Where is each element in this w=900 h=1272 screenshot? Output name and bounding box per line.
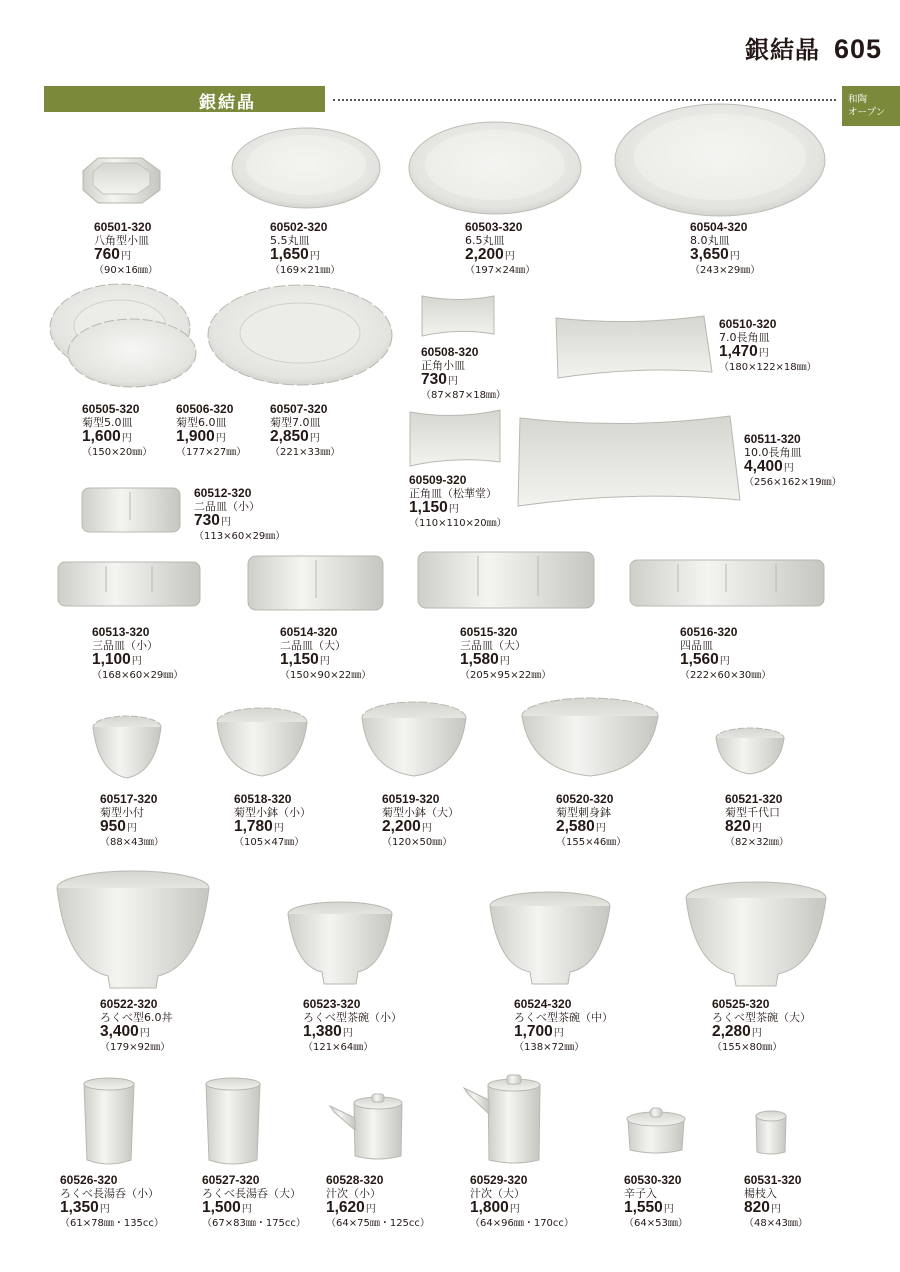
product-caption bbox=[712, 998, 811, 1054]
product-name: 8.0丸皿 bbox=[690, 234, 730, 247]
product-size: （120×50㎜） bbox=[382, 837, 453, 848]
product-caption bbox=[176, 403, 246, 459]
product-image-60509 bbox=[410, 410, 500, 466]
product-code: 60502-320 bbox=[270, 220, 328, 234]
product-caption bbox=[744, 433, 842, 489]
yen-mark: 円 bbox=[504, 251, 515, 262]
product-size: （64×75㎜・125cc） bbox=[326, 1218, 430, 1229]
product-image-60517 bbox=[93, 716, 161, 778]
product-name: 菊型7.0皿 bbox=[270, 416, 321, 429]
yen-mark: 円 bbox=[553, 1028, 564, 1039]
yen-mark: 円 bbox=[273, 823, 284, 834]
product-price bbox=[409, 500, 507, 518]
product-image-60516 bbox=[630, 560, 824, 606]
product-size: （168×60×29㎜） bbox=[92, 670, 184, 681]
product-name: 楊枝入 bbox=[744, 1187, 777, 1200]
yen-mark: 円 bbox=[120, 251, 131, 262]
product-name: 菊型刺身鉢 bbox=[556, 806, 611, 819]
product-code: 60516-320 bbox=[680, 625, 738, 639]
product-price bbox=[234, 819, 311, 837]
product-code: 60524-320 bbox=[514, 997, 572, 1011]
product-name: 汁次（大） bbox=[470, 1187, 525, 1200]
yen-mark: 円 bbox=[595, 823, 606, 834]
product-price bbox=[680, 652, 771, 670]
product-price bbox=[725, 819, 789, 837]
product-size: （48×43㎜） bbox=[744, 1218, 808, 1229]
product-size: （121×64㎜） bbox=[303, 1042, 374, 1053]
product-price bbox=[270, 247, 340, 265]
price-value: 2,200 bbox=[382, 818, 421, 835]
price-value: 4,400 bbox=[744, 458, 783, 475]
product-image-60524 bbox=[490, 892, 610, 984]
product-caption bbox=[556, 793, 626, 849]
product-caption bbox=[303, 998, 402, 1054]
product-size: （205×95×22㎜） bbox=[460, 670, 552, 681]
page-number: 605 bbox=[834, 34, 883, 64]
product-price bbox=[94, 247, 158, 265]
yen-mark: 円 bbox=[241, 1204, 252, 1215]
product-size: （177×27㎜） bbox=[176, 447, 247, 458]
product-caption bbox=[234, 793, 311, 849]
yen-mark: 円 bbox=[770, 1204, 781, 1215]
product-price bbox=[690, 247, 760, 265]
product-code: 60521-320 bbox=[725, 792, 783, 806]
product-size: （150×90×22㎜） bbox=[280, 670, 372, 681]
product-caption bbox=[514, 998, 613, 1054]
yen-mark: 円 bbox=[126, 823, 137, 834]
product-price bbox=[460, 652, 551, 670]
product-name: 二品皿（大） bbox=[280, 639, 346, 652]
price-value: 2,580 bbox=[556, 818, 595, 835]
product-image-60501 bbox=[83, 158, 160, 203]
product-image-60508 bbox=[422, 296, 494, 336]
yen-mark: 円 bbox=[309, 251, 320, 262]
product-caption bbox=[409, 474, 507, 530]
yen-mark: 円 bbox=[509, 1204, 520, 1215]
product-image-60529 bbox=[464, 1075, 540, 1163]
price-value: 3,650 bbox=[690, 246, 729, 263]
price-value: 2,850 bbox=[270, 428, 309, 445]
price-value: 1,100 bbox=[92, 651, 131, 668]
product-price bbox=[326, 1200, 430, 1218]
product-name: 菊型小付 bbox=[100, 806, 144, 819]
product-price bbox=[624, 1200, 688, 1218]
product-price bbox=[202, 1200, 306, 1218]
yen-mark: 円 bbox=[139, 1028, 150, 1039]
product-caption bbox=[270, 403, 340, 459]
price-value: 2,280 bbox=[712, 1023, 751, 1040]
price-value: 760 bbox=[94, 246, 120, 263]
price-value: 1,650 bbox=[270, 246, 309, 263]
product-caption bbox=[194, 487, 285, 543]
price-value: 1,470 bbox=[719, 343, 758, 360]
price-value: 1,620 bbox=[326, 1199, 365, 1216]
product-price bbox=[470, 1200, 574, 1218]
side-tab-line1: 和陶 bbox=[848, 94, 868, 105]
product-image-60527 bbox=[206, 1078, 260, 1164]
yen-mark: 円 bbox=[499, 656, 510, 667]
product-price bbox=[382, 819, 459, 837]
price-value: 820 bbox=[744, 1199, 770, 1216]
product-code: 60501-320 bbox=[94, 220, 152, 234]
product-caption bbox=[680, 626, 771, 682]
yen-mark: 円 bbox=[729, 251, 740, 262]
yen-mark: 円 bbox=[215, 433, 226, 444]
product-size: （150×20㎜） bbox=[82, 447, 153, 458]
yen-mark: 円 bbox=[783, 463, 794, 474]
product-name: 八角型小皿 bbox=[94, 234, 149, 247]
product-caption bbox=[725, 793, 789, 849]
product-size: （110×110×20㎜） bbox=[409, 518, 507, 529]
product-caption bbox=[421, 346, 506, 402]
product-price bbox=[421, 372, 506, 390]
product-image-60510 bbox=[556, 316, 712, 378]
product-code: 60518-320 bbox=[234, 792, 292, 806]
price-value: 1,350 bbox=[60, 1199, 99, 1216]
product-size: （155×46㎜） bbox=[556, 837, 627, 848]
product-name: ろくべ長湯呑（小） bbox=[60, 1187, 159, 1200]
yen-mark: 円 bbox=[447, 376, 458, 387]
product-size: （155×80㎜） bbox=[712, 1042, 783, 1053]
product-code: 60517-320 bbox=[100, 792, 158, 806]
product-size: （87×87×18㎜） bbox=[421, 390, 506, 401]
product-code: 60522-320 bbox=[100, 997, 158, 1011]
product-name: 辛子入 bbox=[624, 1187, 657, 1200]
yen-mark: 円 bbox=[365, 1204, 376, 1215]
product-price bbox=[100, 819, 164, 837]
price-value: 1,150 bbox=[280, 651, 319, 668]
product-code: 60504-320 bbox=[690, 220, 748, 234]
price-value: 820 bbox=[725, 818, 751, 835]
product-caption bbox=[92, 626, 183, 682]
price-value: 3,400 bbox=[100, 1023, 139, 1040]
product-code: 60531-320 bbox=[744, 1173, 802, 1187]
yen-mark: 円 bbox=[319, 656, 330, 667]
product-code: 60510-320 bbox=[719, 317, 777, 331]
product-size: （67×83㎜・175cc） bbox=[202, 1218, 306, 1229]
product-name: 菊型5.0皿 bbox=[82, 416, 133, 429]
product-caption bbox=[690, 221, 760, 277]
yen-mark: 円 bbox=[99, 1204, 110, 1215]
product-name: 三品皿（小） bbox=[92, 639, 158, 652]
product-name: 5.5丸皿 bbox=[270, 234, 310, 247]
product-name: ろくべ型茶碗（大） bbox=[712, 1011, 811, 1024]
price-value: 1,700 bbox=[514, 1023, 553, 1040]
price-value: 1,800 bbox=[470, 1199, 509, 1216]
product-size: （169×21㎜） bbox=[270, 265, 341, 276]
product-name: 菊型小鉢（大） bbox=[382, 806, 459, 819]
product-size: （64×96㎜・170cc） bbox=[470, 1218, 574, 1229]
product-name: 菊型千代口 bbox=[725, 806, 780, 819]
product-name: 正角小皿 bbox=[421, 359, 465, 372]
product-code: 60527-320 bbox=[202, 1173, 260, 1187]
product-caption bbox=[470, 1174, 574, 1230]
product-caption bbox=[60, 1174, 164, 1230]
product-name: 汁次（小） bbox=[326, 1187, 381, 1200]
product-code: 60529-320 bbox=[470, 1173, 528, 1187]
product-size: （197×24㎜） bbox=[465, 265, 536, 276]
product-size: （82×32㎜） bbox=[725, 837, 789, 848]
yen-mark: 円 bbox=[719, 656, 730, 667]
product-price bbox=[744, 1200, 808, 1218]
product-name: ろくべ型茶碗（中） bbox=[514, 1011, 613, 1024]
price-value: 2,200 bbox=[465, 246, 504, 263]
product-price bbox=[280, 652, 371, 670]
product-name: 二品皿（小） bbox=[194, 500, 260, 513]
product-code: 60507-320 bbox=[270, 402, 328, 416]
yen-mark: 円 bbox=[751, 823, 762, 834]
product-code: 60511-320 bbox=[744, 432, 801, 446]
product-price bbox=[465, 247, 535, 265]
product-size: （105×47㎜） bbox=[234, 837, 305, 848]
price-value: 1,780 bbox=[234, 818, 273, 835]
product-image-60514 bbox=[248, 556, 383, 610]
product-image-60521 bbox=[716, 728, 784, 774]
product-code: 60530-320 bbox=[624, 1173, 682, 1187]
product-size: （138×72㎜） bbox=[514, 1042, 585, 1053]
product-name: ろくべ型6.0丼 bbox=[100, 1011, 173, 1024]
section-title: 銀結晶 bbox=[199, 93, 256, 113]
product-code: 60525-320 bbox=[712, 997, 770, 1011]
yen-mark: 円 bbox=[220, 517, 231, 528]
product-caption bbox=[382, 793, 459, 849]
product-name: 四品皿 bbox=[680, 639, 713, 652]
product-size: （113×60×29㎜） bbox=[194, 531, 286, 542]
product-name: 菊型小鉢（小） bbox=[234, 806, 311, 819]
product-price bbox=[60, 1200, 164, 1218]
product-code: 60515-320 bbox=[460, 625, 518, 639]
yen-mark: 円 bbox=[663, 1204, 674, 1215]
price-value: 730 bbox=[194, 512, 220, 529]
product-size: （222×60×30㎜） bbox=[680, 670, 772, 681]
price-value: 1,580 bbox=[460, 651, 499, 668]
product-caption bbox=[94, 221, 158, 277]
side-tab-line2: オープン bbox=[848, 107, 886, 118]
product-code: 60526-320 bbox=[60, 1173, 118, 1187]
product-image-60513 bbox=[58, 562, 200, 606]
product-image-60515 bbox=[418, 552, 594, 608]
product-image-60511 bbox=[518, 416, 740, 506]
product-image-60502 bbox=[232, 128, 380, 208]
product-size: （61×78㎜・135cc） bbox=[60, 1218, 164, 1229]
product-size: （221×33㎜） bbox=[270, 447, 341, 458]
product-caption bbox=[270, 221, 340, 277]
product-image-60518 bbox=[217, 708, 307, 776]
product-image-60506 bbox=[68, 319, 196, 387]
yen-mark: 円 bbox=[131, 656, 142, 667]
product-name: 6.5丸皿 bbox=[465, 234, 505, 247]
product-code: 60512-320 bbox=[194, 486, 252, 500]
product-image-60522 bbox=[57, 871, 209, 988]
product-name: 三品皿（大） bbox=[460, 639, 526, 652]
price-value: 730 bbox=[421, 371, 447, 388]
product-code: 60505-320 bbox=[82, 402, 140, 416]
yen-mark: 円 bbox=[751, 1028, 762, 1039]
product-size: （179×92㎜） bbox=[100, 1042, 171, 1053]
product-name: 菊型6.0皿 bbox=[176, 416, 227, 429]
product-caption bbox=[744, 1174, 808, 1230]
product-code: 60506-320 bbox=[176, 402, 234, 416]
price-value: 1,600 bbox=[82, 428, 121, 445]
product-image-60531 bbox=[756, 1111, 786, 1154]
product-code: 60509-320 bbox=[409, 473, 467, 487]
price-value: 1,560 bbox=[680, 651, 719, 668]
product-image-60523 bbox=[288, 902, 392, 984]
product-caption bbox=[624, 1174, 688, 1230]
product-price bbox=[194, 513, 285, 531]
product-price bbox=[556, 819, 626, 837]
price-value: 950 bbox=[100, 818, 126, 835]
product-image-60525 bbox=[686, 882, 826, 986]
product-name: 正角皿（松華堂） bbox=[409, 487, 497, 500]
product-code: 60520-320 bbox=[556, 792, 614, 806]
product-code: 60519-320 bbox=[382, 792, 440, 806]
price-value: 1,380 bbox=[303, 1023, 342, 1040]
price-value: 1,900 bbox=[176, 428, 215, 445]
product-image-60507 bbox=[208, 285, 392, 385]
product-caption bbox=[326, 1174, 430, 1230]
yen-mark: 円 bbox=[421, 823, 432, 834]
product-image-60512 bbox=[82, 488, 180, 532]
product-caption bbox=[100, 793, 164, 849]
product-image-60503 bbox=[409, 122, 581, 214]
product-code: 60508-320 bbox=[421, 345, 479, 359]
product-image-60526 bbox=[84, 1078, 134, 1164]
product-price bbox=[514, 1024, 613, 1042]
price-value: 1,500 bbox=[202, 1199, 241, 1216]
product-image-60528 bbox=[330, 1094, 402, 1159]
yen-mark: 円 bbox=[309, 433, 320, 444]
yen-mark: 円 bbox=[448, 504, 459, 515]
product-image-60530 bbox=[627, 1108, 685, 1153]
product-code: 60528-320 bbox=[326, 1173, 384, 1187]
product-price bbox=[92, 652, 183, 670]
product-price bbox=[82, 429, 152, 447]
product-name: ろくべ型茶碗（小） bbox=[303, 1011, 402, 1024]
product-caption bbox=[202, 1174, 306, 1230]
page-title-text: 銀結晶 bbox=[745, 36, 820, 64]
product-price bbox=[303, 1024, 402, 1042]
product-caption bbox=[465, 221, 535, 277]
product-caption bbox=[460, 626, 551, 682]
product-size: （90×16㎜） bbox=[94, 265, 158, 276]
product-image-60504 bbox=[615, 104, 825, 216]
product-price bbox=[744, 459, 842, 477]
product-caption bbox=[100, 998, 173, 1054]
product-code: 60514-320 bbox=[280, 625, 338, 639]
product-name: ろくべ長湯呑（大） bbox=[202, 1187, 301, 1200]
yen-mark: 円 bbox=[758, 348, 769, 359]
product-size: （256×162×19㎜） bbox=[744, 477, 842, 488]
product-caption bbox=[719, 318, 817, 374]
yen-mark: 円 bbox=[121, 433, 132, 444]
product-price bbox=[100, 1024, 173, 1042]
product-price bbox=[176, 429, 246, 447]
product-size: （243×29㎜） bbox=[690, 265, 761, 276]
price-value: 1,550 bbox=[624, 1199, 663, 1216]
product-code: 60513-320 bbox=[92, 625, 150, 639]
product-price bbox=[712, 1024, 811, 1042]
product-name: 7.0長角皿 bbox=[719, 331, 770, 344]
product-price bbox=[719, 344, 817, 362]
price-value: 1,150 bbox=[409, 499, 448, 516]
product-size: （64×53㎜） bbox=[624, 1218, 688, 1229]
product-caption bbox=[82, 403, 152, 459]
yen-mark: 円 bbox=[342, 1028, 353, 1039]
product-image-60520 bbox=[522, 698, 658, 776]
product-size: （180×122×18㎜） bbox=[719, 362, 817, 373]
product-code: 60523-320 bbox=[303, 997, 361, 1011]
product-size: （88×43㎜） bbox=[100, 837, 164, 848]
product-image-60519 bbox=[362, 702, 466, 776]
product-caption bbox=[280, 626, 371, 682]
product-price bbox=[270, 429, 340, 447]
product-name: 10.0長角皿 bbox=[744, 446, 802, 459]
product-code: 60503-320 bbox=[465, 220, 523, 234]
